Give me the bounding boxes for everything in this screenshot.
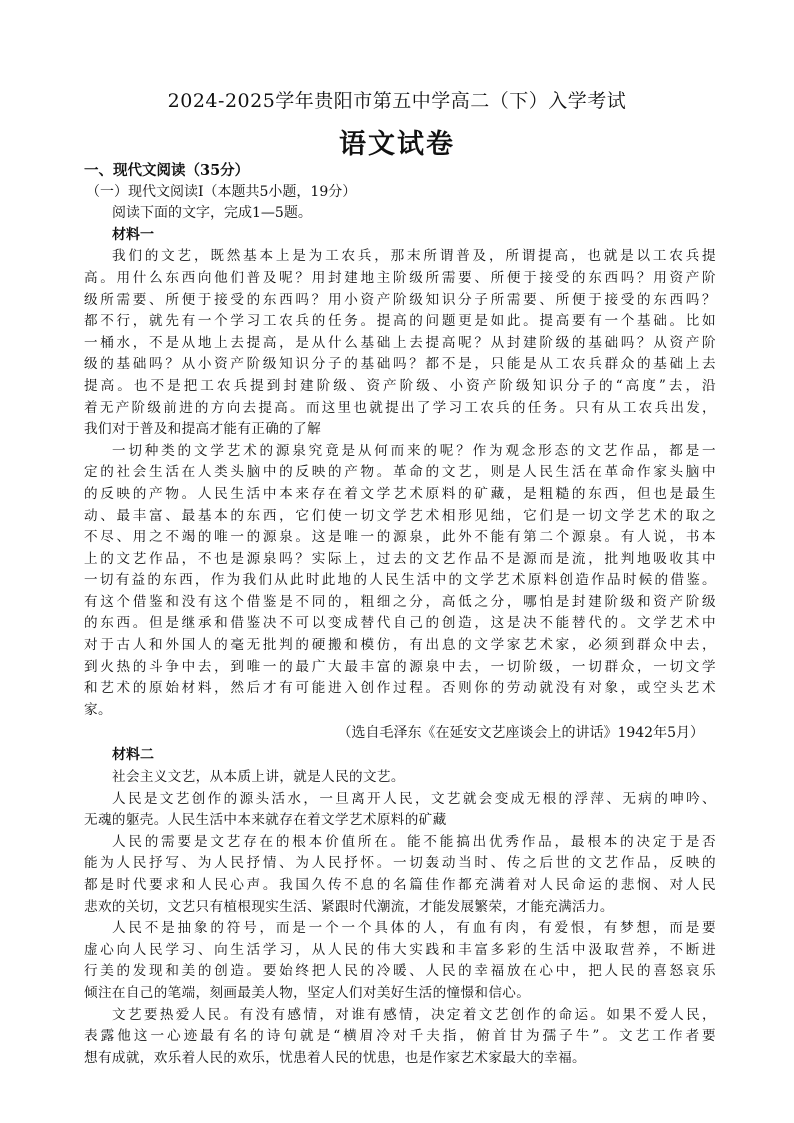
paragraph-line: 和艺术的原始材料，然后才有可能进入创作过程。否则你的劳动就没有对象，或空头艺术 [84,680,716,697]
paragraph-line: 社会主义文艺，从本质上讲，就是人民的文艺。 [112,769,405,786]
exam-title: 2024-2025学年贵阳市第五中学高二（下）入学考试 [167,90,627,112]
material-two-paragraph-1 [84,767,716,789]
paragraph-line: 我们对于普及和提高才能有正确的了解 [84,421,322,438]
paragraph-line: 表露他这一心迹最有名的诗句就是“横眉冷对千夫指，俯首甘为孺子牛”。文艺工作者要 [84,1028,716,1045]
material-two-paragraph-5 [84,1005,716,1070]
paragraph-line: 一桶水，不是从地上去提高，是从什么基础上去提高呢？从封建阶级的基础吗？从资产阶 [84,334,716,351]
paragraph-line: 不尽、用之不竭的唯一的源泉。这是唯一的源泉，此外不能有第二个源泉。有人说，书本 [84,529,716,546]
subject-title: 语文试卷 [339,129,455,160]
section-heading: 一、现代文阅读（35分） [84,162,250,179]
paragraph-line: 对于古人和外国人的毫无批判的硬搬和模仿，有出息的文学家艺术家，必须到群众中去， [84,637,716,654]
paragraph-line: 级所需要、所便于接受的东西吗？用小资产阶级知识分子所需要、所便于接受的东西吗？ [84,291,716,308]
material-one-source: （选自毛泽东《在延安文艺座谈会上的讲话》1942年5月） [337,725,704,742]
paragraph-line: 都是时代要求和人民心声。我国久传不息的名篇佳作都充满着对人民命运的悲悯、对人民 [84,877,716,893]
paragraph-line: 有这个借鉴和没有这个借鉴是不同的，粗细之分，高低之分，哪怕是封建阶级和资产阶级 [84,593,716,610]
paragraph-line: 人民的需要是文艺存在的根本价值所在。能不能搞出优秀作品，最根本的决定于是否 [112,833,716,850]
material-one-paragraph-1 [84,246,716,440]
paragraph-line: 能为人民抒写、为人民抒情、为人民抒怀。一切轰动当时、传之后世的文艺作品，反映的 [84,855,716,872]
paragraph-line: 到火热的斗争中去，到唯一的最广大最丰富的源泉中去，一切阶级，一切群众，一切文学 [84,658,716,675]
paragraph-line: 想有成就，欢乐着人民的欢乐，忧患着人民的忧患，也是作家艺术家最大的幸福。 [84,1049,586,1066]
paragraph-line: 都不行，就先有一个学习工农兵的任务。提高的问题更是如此。提高要有一个基础。比如 [84,313,716,330]
paragraph-line: 一切种类的文学艺术的源泉究竟是从何而来的呢？作为观念形态的文艺作品，都是一 [112,442,716,459]
paragraph-line: 着无产阶级前进的方向去提高。而这里也就提出了学习工农兵的任务。只有从工农兵出发， [84,399,716,416]
reading-instruction: 阅读下面的文字，完成1—5题。 [112,205,312,222]
sub-section-heading: （一）现代文阅读Ⅰ（本题共5小题，19分） [86,183,357,200]
paragraph-line: 动、最丰富、最基本的东西，它们使一切文学艺术相形见绌，它们是一切文学艺术的取之 [84,507,716,524]
paragraph-line: 我们的文艺，既然基本上是为工农兵，那末所谓普及，所谓提高，也就是以工农兵提 [112,248,716,265]
paragraph-line: 的东西。但是继承和借鉴决不可以变成替代自己的创造，这是决不能替代的。文学艺术中 [84,615,716,632]
material-two-label: 材料二 [112,747,154,764]
paragraph-line: 人民是文艺创作的源头活水，一旦离开人民，文艺就会变成无根的浮萍、无病的呻吟、 [112,790,716,807]
paragraph-line: 人民不是抽象的符号，而是一个一个具体的人，有血有肉，有爱恨，有梦想，而是要 [112,920,716,937]
paragraph-line: 高。用什么东西向他们普及呢？用封建地主阶级所需要、所便于接受的东西吗？用资产阶 [84,269,716,286]
paragraph-line: 上的文艺作品，不也是源泉吗？实际上，过去的文艺作品不是源而是流，批判地吸收其中 [84,550,716,567]
paragraph-line: 倾注在自己的笔端，刻画最美人物，坚定人们对美好生活的憧憬和信心。 [84,984,531,1001]
paragraph-line: 行美的发现和美的创造。要始终把人民的冷暖、人民的幸福放在心中，把人民的喜怒哀乐 [84,963,716,980]
document-body [84,160,716,1069]
paragraph-line: 定的社会生活在人类头脑中的反映的产物。革命的文艺，则是人民生活在革命作家头脑中 [84,464,716,481]
material-two-paragraph-3 [84,832,716,918]
material-two-paragraph-2 [84,789,716,832]
paragraph-line: 文艺要热爱人民。有没有感情，对谁有感情，决定着文艺创作的命运。如果不爱人民， [112,1006,716,1023]
paragraph-line: 悲欢的关切，文艺只有植根现实生活、紧跟时代潮流，才能发展繁荣，才能充满活力。 [84,898,614,915]
paragraph-line: 家。 [84,701,112,718]
paragraph-line: 提高。也不是把工农兵提到封建阶级、资产阶级、小资产阶级知识分子的“高度”去，沿 [84,377,716,394]
paragraph-line: 虚心向人民学习、向生活学习，从人民的伟大实践和丰富多彩的生活中汲取营养，不断进 [84,941,716,958]
material-two-paragraph-4 [84,918,716,1004]
material-one-label: 材料一 [112,226,154,243]
material-one-paragraph-2 [84,441,716,722]
paragraph-line: 的反映的产物。人民生活中本来存在着文学艺术原料的矿藏，是粗糙的东西，但也是最生 [84,485,716,502]
paragraph-line: 无魂的躯壳。人民生活中本来就存在着文学艺术原料的矿藏 [84,812,447,829]
paragraph-line: 级的基础吗？从小资产阶级知识分子的基础吗？都不是，只能是从工农兵群众的基础上去 [84,356,716,373]
paragraph-line: 一切有益的东西，作为我们从此时此地的人民生活中的文学艺术原料创造作品时候的借鉴。 [84,572,716,589]
